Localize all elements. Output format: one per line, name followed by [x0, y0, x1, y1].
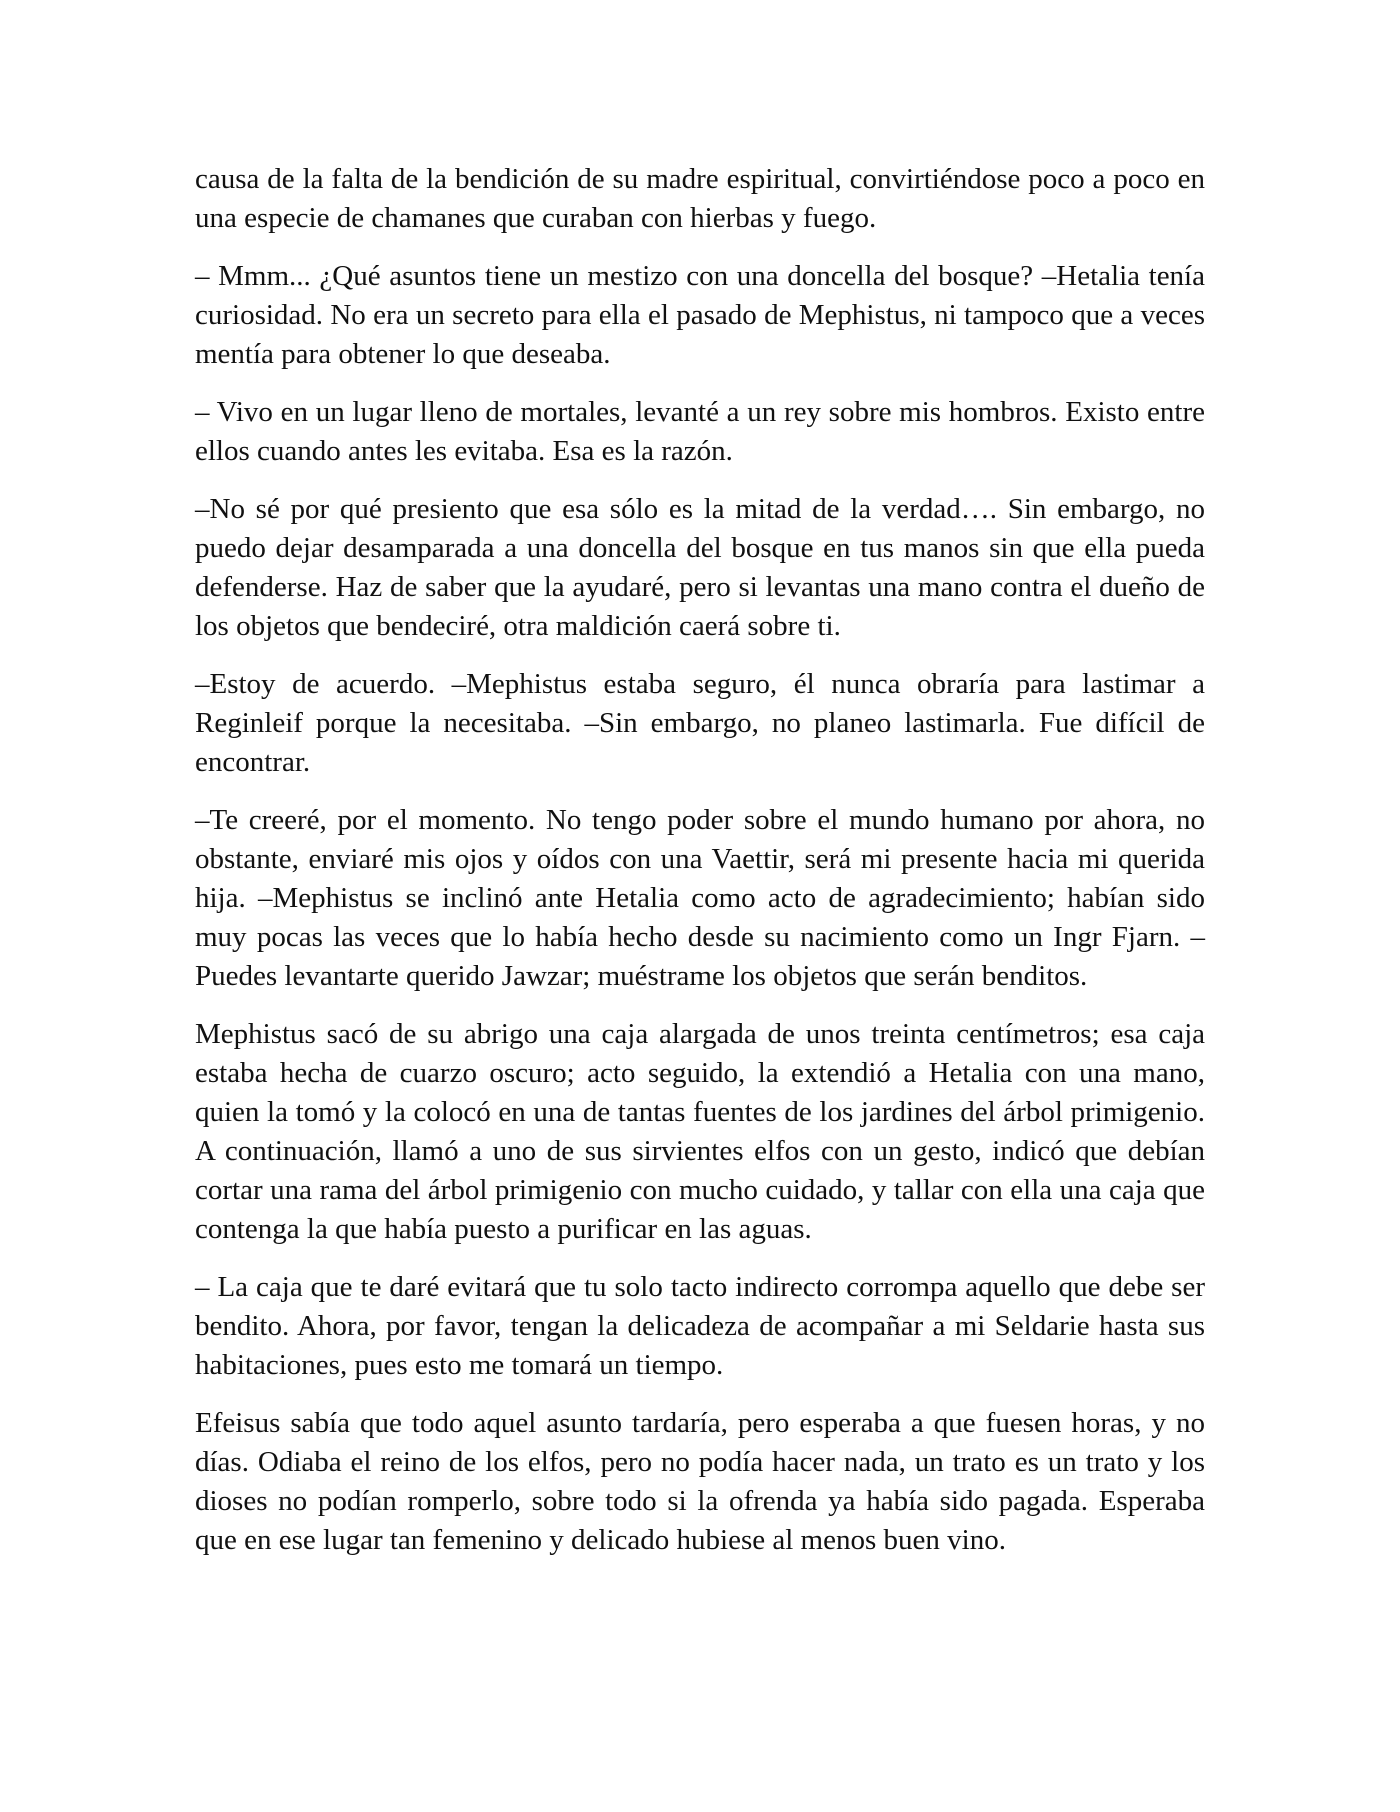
paragraph: causa de la falta de la bendición de su madre espiritual, convirtiéndose poco a poco en una especie de chamanes que curaban con hierbas y fuego. — [195, 163, 1205, 234]
paragraph: –No sé por qué presiento que esa sólo es la mitad de la verdad…. Sin embargo, no puedo dejar desamparada a una doncella del bosque en tus manos sin que ella pueda defenderse. Haz de saber que la ayudaré, pero si levantas una mano contra el dueño de los objetos que bendeciré, otra maldición caerá sobre ti. — [195, 493, 1205, 642]
paragraph: – La caja que te daré evitará que tu solo tacto indirecto corrompa aquello que debe ser bendito. Ahora, por favor, tengan la delicadeza de acompañar a mi Seldarie hasta sus habitaciones, pues esto me tomará un tiempo. — [195, 1271, 1205, 1381]
paragraph: – Mmm... ¿Qué asuntos tiene un mestizo con una doncella del bosque? –Hetalia tenía curiosidad. No era un secreto para ella el pasado de Mephistus, ni tampoco que a veces mentía para obtener lo que deseaba. — [195, 260, 1205, 370]
paragraph: Mephistus sacó de su abrigo una caja alargada de unos treinta centímetros; esa caja estaba hecha de cuarzo oscuro; acto seguido, la extendió a Hetalia con una mano, quien la tomó y la colocó en una de tantas fuentes de los jardines del árbol primigenio. A continuación, llamó a uno de sus sirvientes elfos con un gesto, indicó que debían cortar una rama del árbol primigenio con mucho cuidado, y tallar con ella una caja que contenga la que había puesto a purificar en las aguas. — [195, 1018, 1205, 1245]
paragraph: –Te creeré, por el momento. No tengo poder sobre el mundo humano por ahora, no obstante, enviaré mis ojos y oídos con una Vaettir, será mi presente hacia mi querida hija. –Mephistus se inclinó ante Hetalia como acto de agradecimiento; habían sido muy pocas las veces que lo había hecho desde su nacimiento como un Ingr Fjarn. –Puedes levantarte querido Jawzar; muéstrame los objetos que serán benditos. — [195, 804, 1205, 992]
paragraph: Efeisus sabía que todo aquel asunto tardaría, pero esperaba a que fuesen horas, y no días. Odiaba el reino de los elfos, pero no podía hacer nada, un trato es un trato y los dioses no podían romperlo, sobre todo si la ofrenda ya había sido pagada. Esperaba que en ese lugar tan femenino y delicado hubiese al menos buen vino. — [195, 1407, 1205, 1556]
document-body — [195, 160, 1205, 1579]
paragraph: –Estoy de acuerdo. –Mephistus estaba seguro, él nunca obraría para lastimar a Reginleif porque la necesitaba. –Sin embargo, no planeo lastimarla. Fue difícil de encontrar. — [195, 668, 1205, 778]
paragraph: – Vivo en un lugar lleno de mortales, levanté a un rey sobre mis hombros. Existo entre ellos cuando antes les evitaba. Esa es la razón. — [195, 396, 1205, 467]
